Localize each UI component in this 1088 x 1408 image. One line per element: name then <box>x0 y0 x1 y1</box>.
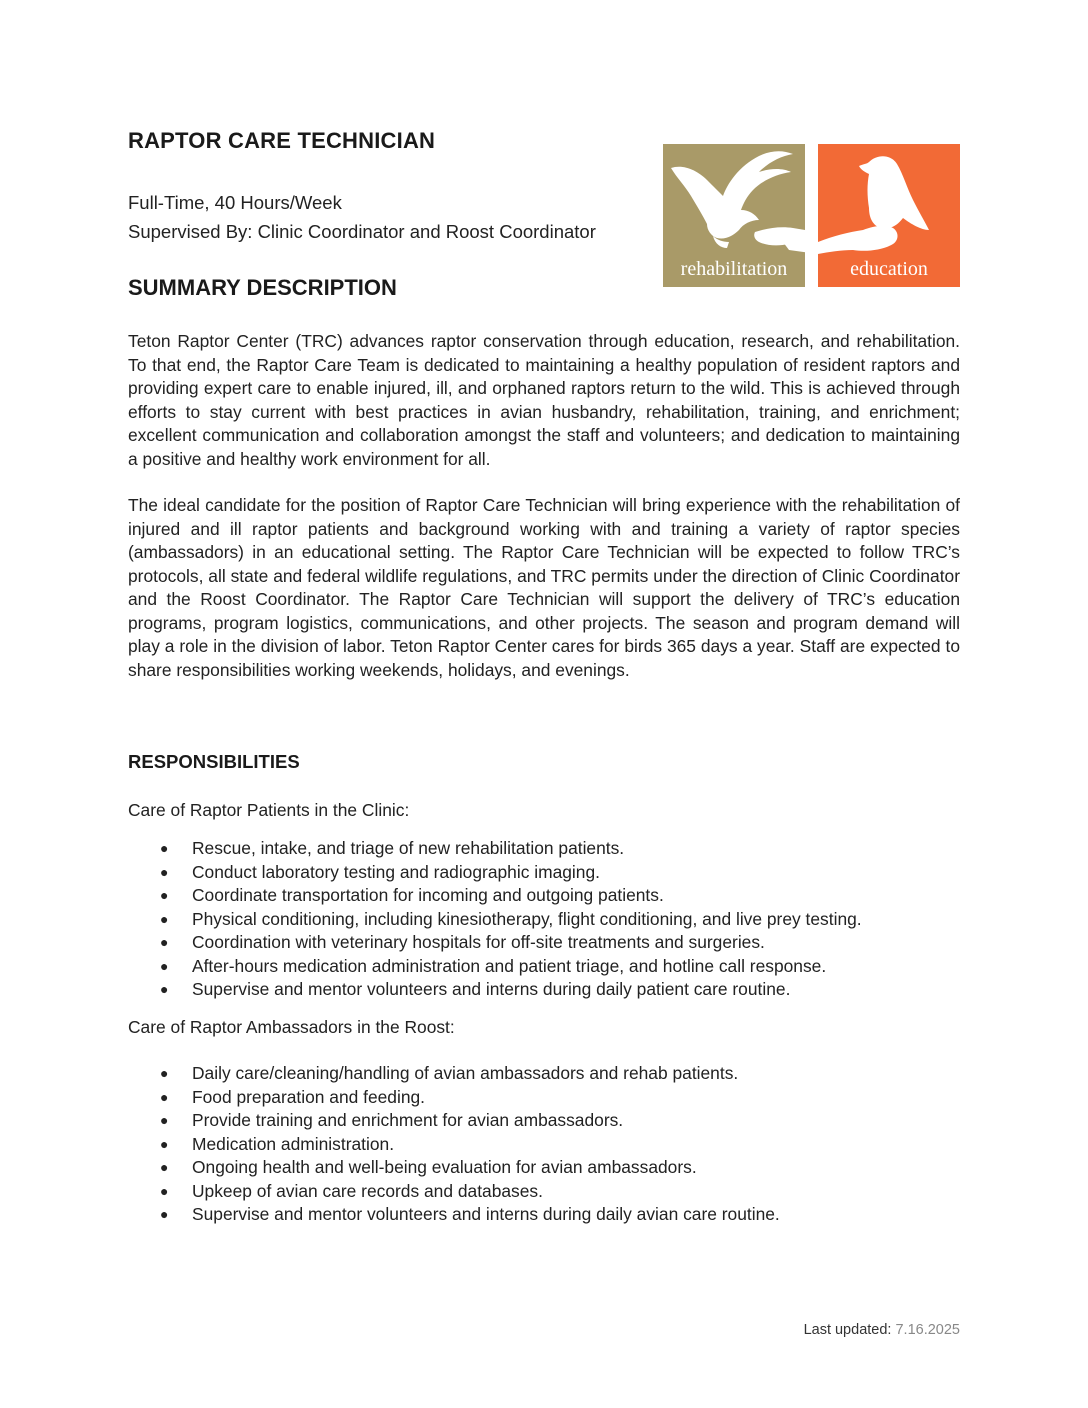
responsibilities-heading: RESPONSIBILITIES <box>128 751 300 772</box>
list-item: ● Supervise and mentor volunteers and interns during daily avian care routine. <box>160 1203 960 1227</box>
list-item: ● Rescue, intake, and triage of new rehabilitation patients. <box>160 837 960 861</box>
summary-heading: SUMMARY DESCRIPTION <box>128 275 397 300</box>
bullet-icon: ● <box>160 981 169 997</box>
clinic-list <box>160 837 960 1002</box>
summary-paragraph-1: Teton Raptor Center (TRC) advances raptor conservation through education, research, and rehabilitation. To that end, the Raptor Care Team is dedicated to maintaining a healthy population of resident raptors and providing expert care to enable injured, ill, and orphaned raptors return to the wild. This is achieved through efforts to stay current with best practices in avian husbandry, rehabilitation, training, and enrichment; excellent communication and collaboration amongst the staff and volunteers; and dedication to maintaining a positive and healthy work environment for all. <box>128 331 960 469</box>
list-item: ● Upkeep of avian care records and databases. <box>160 1180 960 1204</box>
employment-type: Full-Time, 40 Hours/Week <box>128 192 342 213</box>
list-item: ● Ongoing health and well-being evaluation for avian ambassadors. <box>160 1156 960 1180</box>
position-meta <box>128 188 596 246</box>
last-updated <box>804 1322 960 1338</box>
bullet-icon: ● <box>160 934 169 950</box>
logo-left-label: rehabilitation <box>680 258 788 280</box>
list-item: ● Coordination with veterinary hospitals for off-site treatments and surgeries. <box>160 931 960 955</box>
supervisor-line: Supervised By: Clinic Coordinator and Roost Coordinator <box>128 221 596 242</box>
bullet-icon: ● <box>160 1206 169 1222</box>
roost-list <box>160 1062 960 1227</box>
bullet-icon: ● <box>160 910 169 927</box>
logo-right-label: education <box>850 258 928 280</box>
list-item: ● Medication administration. <box>160 1133 960 1157</box>
bullet-icon: ● <box>160 957 169 974</box>
list-item: ● Conduct laboratory testing and radiographic imaging. <box>160 861 960 885</box>
list-item: ● Coordinate transportation for incoming and outgoing patients. <box>160 884 960 908</box>
bullet-icon: ● <box>160 1182 169 1199</box>
bullet-icon: ● <box>160 1112 169 1128</box>
bullet-icon: ● <box>160 1065 169 1081</box>
list-item: ● Physical conditioning, including kinesiotherapy, flight conditioning, and live prey testing. <box>160 908 960 932</box>
list-item: ● Daily care/cleaning/handling of avian ambassadors and rehab patients. <box>160 1062 960 1086</box>
list-item: ● After-hours medication administration and patient triage, and hotline call response. <box>160 955 960 979</box>
list-item: ● Supervise and mentor volunteers and interns during daily patient care routine. <box>160 978 960 1002</box>
bullet-icon: ● <box>160 1159 169 1175</box>
bullet-icon: ● <box>160 887 169 903</box>
bullet-icon: ● <box>160 1088 169 1105</box>
last-updated-label: Last updated: <box>803 1322 892 1338</box>
roost-section-label: Care of Raptor Ambassadors in the Roost: <box>128 1017 455 1037</box>
list-item: ● Food preparation and feeding. <box>160 1086 960 1110</box>
bullet-icon: ● <box>160 840 169 856</box>
clinic-section-label: Care of Raptor Patients in the Clinic: <box>128 800 410 820</box>
summary-paragraph-2: The ideal candidate for the position of Raptor Care Technician will bring experience with the rehabilitation of injured and ill raptor patients and background working with and training a variety of raptor species (ambassadors) in an educational setting. The Raptor Care Technician will be expected to follow TRC’s protocols, all state and federal wildlife regulations, and TRC permits under the direction of Clinic Coordinator and the Roost Coordinator. The Raptor Care Technician will support the delivery of TRC’s education programs, program logistics, communications, and other projects. The season and program demand will play a role in the division of labor. Teton Raptor Center cares for birds 365 days a year. Staff are expected to share responsibilities working weekends, holidays, and evenings. <box>128 495 960 680</box>
last-updated-date: 7.16.2025 <box>895 1322 960 1338</box>
bullet-icon: ● <box>160 863 169 880</box>
bullet-icon: ● <box>160 1135 169 1152</box>
trc-logo <box>663 144 960 287</box>
page-title: RAPTOR CARE TECHNICIAN <box>128 128 436 153</box>
list-item: ● Provide training and enrichment for avian ambassadors. <box>160 1109 960 1133</box>
